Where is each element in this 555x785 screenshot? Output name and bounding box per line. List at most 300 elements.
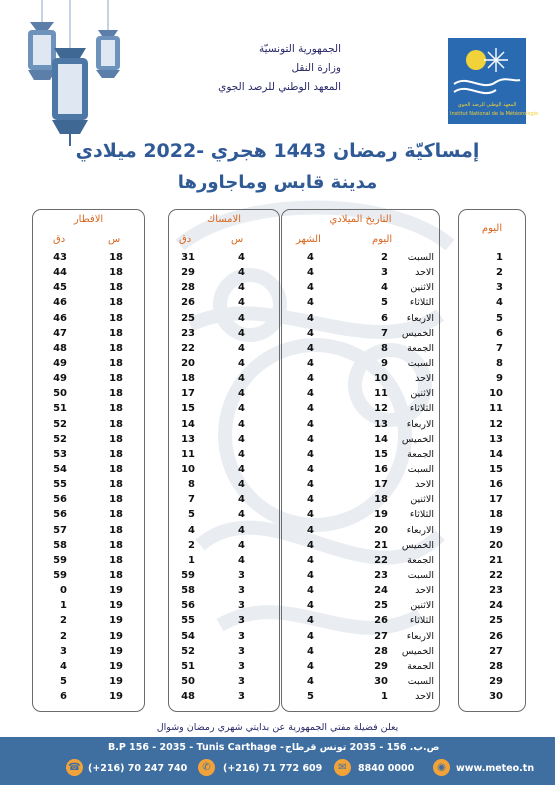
iftar-minutes: 1	[60, 600, 67, 612]
day-number: 5	[496, 312, 503, 324]
imsak-hours: 4	[238, 327, 245, 339]
imsak-hours: 3	[238, 660, 245, 672]
imsak-hours: 4	[238, 494, 245, 506]
iftar-hours: 19	[109, 645, 123, 657]
table-row	[169, 280, 279, 295]
imsak-rows	[169, 250, 279, 704]
table-row	[33, 689, 144, 704]
month-value: 4	[307, 327, 314, 339]
month-value: 4	[307, 675, 314, 687]
imsak-minutes: 23	[181, 327, 195, 339]
imsak-minutes: 48	[181, 691, 195, 703]
table-row	[169, 447, 279, 462]
footer-note: يعلن فضيلة مفتي الجمهورية عن بدايتي شهري رمضان وشوال	[156, 722, 399, 733]
month-value: 4	[307, 388, 314, 400]
website-link[interactable]: www.meteo.tn	[456, 763, 535, 774]
date-value: 2	[381, 252, 388, 263]
day-number: 18	[489, 509, 503, 521]
table-row	[459, 386, 525, 401]
day-number: 10	[489, 388, 503, 400]
month-value: 4	[307, 297, 314, 309]
imsak-hours: 4	[238, 267, 245, 279]
table-row	[459, 598, 525, 613]
table-row	[169, 629, 279, 644]
table-row	[169, 250, 279, 265]
weekday-name: الجمعة	[407, 448, 434, 460]
table-row	[282, 311, 439, 326]
table-row	[33, 371, 144, 386]
imsak-minutes: 52	[181, 645, 195, 657]
table-row	[169, 477, 279, 492]
table-row	[282, 689, 439, 704]
day-number: 1	[496, 252, 503, 263]
imsak-minutes: 56	[181, 600, 195, 612]
table-row	[282, 492, 439, 507]
table-row	[33, 507, 144, 522]
table-row	[282, 538, 439, 553]
day-number-header: اليوم	[481, 223, 503, 234]
iftar-hours: 18	[109, 539, 123, 551]
weekday-name: الخميس	[401, 539, 434, 551]
table-row	[33, 386, 144, 401]
day-number: 20	[489, 539, 503, 551]
table-row	[459, 265, 525, 280]
iftar-hours: 18	[109, 357, 123, 369]
iftar-minutes: 44	[53, 267, 67, 279]
iftar-hours: 18	[109, 282, 123, 294]
imsak-minutes: 2	[188, 539, 195, 551]
iftar-minutes: 46	[53, 297, 67, 309]
table-row	[282, 295, 439, 310]
table-row	[459, 250, 525, 265]
imsak-minutes: 14	[181, 418, 195, 430]
weekday-name: الاثنين	[410, 600, 434, 612]
weekday-name: الاحد	[415, 691, 434, 703]
table-row	[33, 356, 144, 371]
month-value: 4	[307, 448, 314, 460]
address-ar: ص.ب. 156 - 2035 تونس قرطاج	[285, 742, 440, 753]
table-row	[169, 492, 279, 507]
iftar-hours: 18	[109, 569, 123, 581]
imsak-column	[168, 209, 280, 712]
imsak-minutes: 15	[181, 403, 195, 415]
imsak-hours: 4	[238, 252, 245, 263]
imsak-minutes: 22	[181, 342, 195, 354]
fax-icon: ☎	[66, 759, 83, 776]
imsak-hours: 3	[238, 585, 245, 597]
table-row	[33, 523, 144, 538]
table-row	[282, 371, 439, 386]
weekday-name: السبت	[407, 357, 434, 369]
weekday-name: الاحد	[415, 373, 434, 385]
iftar-hours: 19	[109, 630, 123, 642]
date-value: 20	[374, 524, 388, 536]
date-value: 8	[381, 342, 388, 354]
iftar-minutes: 3	[60, 645, 67, 657]
table-row	[33, 583, 144, 598]
weekday-name: السبت	[407, 463, 434, 475]
date-value: 3	[381, 267, 388, 279]
iftar-rows	[33, 250, 144, 704]
table-row	[33, 598, 144, 613]
imsak-minutes: 18	[181, 373, 195, 385]
imsak-minutes: 5	[188, 509, 195, 521]
imsak-hours: 4	[238, 463, 245, 475]
iftar-hours: 19	[109, 600, 123, 612]
table-row	[282, 401, 439, 416]
date-value: 11	[374, 388, 388, 400]
table-row	[282, 477, 439, 492]
table-row	[282, 280, 439, 295]
table-row	[459, 371, 525, 386]
date-value: 24	[374, 585, 388, 597]
iftar-minutes: 45	[53, 282, 67, 294]
table-row	[459, 326, 525, 341]
ministry-label: وزارة النقل	[291, 62, 341, 74]
green-number: 8840 0000	[358, 763, 415, 774]
table-row	[459, 538, 525, 553]
table-row	[282, 326, 439, 341]
imsak-minutes: 8	[188, 479, 195, 491]
date-value: 5	[381, 297, 388, 309]
weekday-name: الاربعاء	[406, 524, 434, 536]
table-row	[169, 644, 279, 659]
month-value: 4	[307, 494, 314, 506]
table-row	[169, 568, 279, 583]
iftar-minutes: 55	[53, 479, 67, 491]
table-row	[33, 401, 144, 416]
iftar-minutes: 58	[53, 539, 67, 551]
day-number: 29	[489, 675, 503, 687]
weekday-name: الاربعاء	[406, 630, 434, 642]
iftar-minutes: 51	[53, 403, 67, 415]
imsak-hours: 3	[238, 645, 245, 657]
table-row	[169, 538, 279, 553]
table-row	[459, 432, 525, 447]
month-value: 4	[307, 554, 314, 566]
weekday-name: الثلاثاء	[409, 297, 434, 309]
table-row	[169, 341, 279, 356]
weekday-name: الاحد	[415, 267, 434, 279]
iftar-hours: 18	[109, 297, 123, 309]
fax-number: (+216) 70 247 740	[88, 763, 188, 774]
date-value: 14	[374, 433, 388, 445]
day-number: 4	[496, 297, 503, 309]
imsak-header: الامساك	[206, 214, 242, 225]
imsak-hours: 4	[238, 312, 245, 324]
month-value: 4	[307, 569, 314, 581]
month-value: 4	[307, 403, 314, 415]
table-row	[33, 432, 144, 447]
iftar-header: الافطار	[73, 214, 104, 225]
month-value: 4	[307, 645, 314, 657]
day-number: 11	[489, 403, 503, 415]
iftar-hours: 18	[109, 554, 123, 566]
month-value: 4	[307, 479, 314, 491]
table-row	[169, 311, 279, 326]
logo-caption-ar: المعهد الوطني للرصد الجوي	[457, 102, 517, 108]
table-row	[33, 250, 144, 265]
weekday-name: السبت	[407, 569, 434, 581]
month-label: الشهر	[296, 234, 321, 245]
iftar-minutes: 57	[53, 524, 67, 536]
date-value: 7	[381, 327, 388, 339]
iftar-minutes-label: دق	[53, 234, 66, 245]
iftar-minutes: 2	[60, 615, 67, 627]
date-value: 15	[374, 448, 388, 460]
table-row	[459, 477, 525, 492]
iftar-hours: 18	[109, 342, 123, 354]
day-number: 2	[496, 267, 503, 279]
table-row	[169, 507, 279, 522]
imsak-minutes: 4	[188, 524, 195, 536]
weekday-name: الاثنين	[410, 282, 434, 294]
table-row	[169, 417, 279, 432]
imsak-minutes: 1	[188, 554, 195, 566]
date-value: 13	[374, 418, 388, 430]
footer-bar	[0, 737, 555, 785]
imsak-minutes: 11	[181, 448, 195, 460]
imsak-hours: 3	[238, 691, 245, 703]
day-number: 8	[496, 357, 503, 369]
table-row	[33, 462, 144, 477]
month-value: 4	[307, 312, 314, 324]
table-row	[282, 644, 439, 659]
weekday-label: اليوم	[372, 234, 393, 245]
table-row	[282, 432, 439, 447]
iftar-minutes: 49	[53, 373, 67, 385]
table-row	[459, 295, 525, 310]
month-value: 4	[307, 463, 314, 475]
date-value: 6	[381, 312, 388, 324]
header-text	[218, 40, 341, 97]
day-number: 21	[489, 554, 503, 566]
imsak-hours: 4	[238, 297, 245, 309]
date-value: 23	[374, 569, 388, 581]
table-row	[459, 492, 525, 507]
weekday-name: الخميس	[401, 433, 434, 445]
iftar-minutes: 52	[53, 418, 67, 430]
imsak-hours: 4	[238, 509, 245, 521]
iftar-minutes: 54	[53, 463, 67, 475]
table-row	[169, 371, 279, 386]
table-row	[169, 401, 279, 416]
table-row	[33, 280, 144, 295]
weekday-name: الاثنين	[410, 388, 434, 400]
imsak-minutes: 13	[181, 433, 195, 445]
address-fr: B.P 156 - 2035 - Tunis Carthage -	[108, 742, 284, 753]
day-number: 13	[489, 433, 503, 445]
imsak-minutes-label: دق	[179, 234, 192, 245]
table-row	[282, 674, 439, 689]
table-row	[459, 401, 525, 416]
whatsapp-icon: ✉	[334, 759, 351, 776]
imsak-hours: 4	[238, 373, 245, 385]
city-title: مدينة قابس وماجاورها	[177, 172, 378, 193]
month-value: 5	[307, 691, 314, 703]
weekday-name: السبت	[407, 252, 434, 263]
day-number: 27	[489, 645, 503, 657]
iftar-hours: 18	[109, 267, 123, 279]
imsak-minutes: 50	[181, 675, 195, 687]
table-row	[459, 613, 525, 628]
date-value: 12	[374, 403, 388, 415]
table-row	[459, 280, 525, 295]
imsak-minutes: 31	[181, 252, 195, 263]
date-value: 28	[374, 645, 388, 657]
iftar-hours: 18	[109, 479, 123, 491]
table-row	[459, 447, 525, 462]
month-value: 4	[307, 585, 314, 597]
day-number: 25	[489, 615, 503, 627]
table-row	[282, 507, 439, 522]
imsak-minutes: 55	[181, 615, 195, 627]
day-number: 15	[489, 463, 503, 475]
table-row	[459, 583, 525, 598]
iftar-minutes: 0	[60, 585, 67, 597]
table-row	[459, 629, 525, 644]
iftar-hours: 19	[109, 691, 123, 703]
table-row	[459, 462, 525, 477]
date-value: 25	[374, 600, 388, 612]
iftar-minutes: 56	[53, 509, 67, 521]
table-row	[33, 568, 144, 583]
imsak-hours: 4	[238, 539, 245, 551]
institute-label: المعهد الوطني للرصد الجوي	[218, 81, 341, 93]
day-number: 14	[489, 448, 503, 460]
institute-logo	[448, 38, 539, 124]
gregorian-column	[281, 209, 440, 712]
table-row	[169, 674, 279, 689]
weekday-name: الثلاثاء	[409, 615, 434, 627]
table-row	[33, 492, 144, 507]
table-row	[459, 674, 525, 689]
date-value: 17	[374, 479, 388, 491]
iftar-minutes: 59	[53, 554, 67, 566]
table-row	[33, 613, 144, 628]
table-row	[169, 356, 279, 371]
iftar-minutes: 59	[53, 569, 67, 581]
iftar-hours: 19	[109, 660, 123, 672]
imsak-minutes: 10	[181, 463, 195, 475]
month-value: 4	[307, 342, 314, 354]
table-row	[459, 568, 525, 583]
table-row	[282, 583, 439, 598]
day-number: 24	[489, 600, 503, 612]
day-number: 6	[496, 327, 503, 339]
imsak-hours: 4	[238, 418, 245, 430]
imsak-hours: 4	[238, 282, 245, 294]
imsak-hours: 4	[238, 388, 245, 400]
iftar-minutes: 47	[53, 327, 67, 339]
weekday-name: الاربعاء	[406, 418, 434, 430]
iftar-hours: 18	[109, 388, 123, 400]
iftar-hours: 18	[109, 448, 123, 460]
table-row	[169, 613, 279, 628]
table-row	[459, 689, 525, 704]
globe-icon: ◉	[433, 759, 450, 776]
day-number: 7	[496, 342, 503, 354]
date-value: 4	[381, 282, 388, 294]
table-row	[282, 613, 439, 628]
iftar-hours: 18	[109, 418, 123, 430]
day-number: 3	[496, 282, 503, 294]
table-row	[459, 341, 525, 356]
month-value: 4	[307, 615, 314, 627]
iftar-hours: 18	[109, 373, 123, 385]
month-value: 4	[307, 418, 314, 430]
imsak-hours: 4	[238, 524, 245, 536]
day-number: 12	[489, 418, 503, 430]
phone-number: (+216) 71 772 609	[223, 763, 323, 774]
day-number: 26	[489, 630, 503, 642]
imsak-hours: 3	[238, 569, 245, 581]
table-row	[33, 311, 144, 326]
table-row	[459, 507, 525, 522]
iftar-hours: 18	[109, 524, 123, 536]
month-value: 4	[307, 252, 314, 263]
table-row	[282, 462, 439, 477]
table-row	[282, 386, 439, 401]
table-row	[169, 583, 279, 598]
imsak-minutes: 25	[181, 312, 195, 324]
imsak-minutes: 17	[181, 388, 195, 400]
month-value: 4	[307, 433, 314, 445]
day-number-column	[458, 209, 526, 712]
imsak-hours: 3	[238, 600, 245, 612]
weekday-name: الاحد	[415, 479, 434, 491]
weekday-name: الاربعاء	[406, 312, 434, 324]
date-value: 26	[374, 615, 388, 627]
day-number: 9	[496, 373, 503, 385]
month-value: 4	[307, 267, 314, 279]
table-row	[282, 523, 439, 538]
table-row	[282, 598, 439, 613]
weekday-name: السبت	[407, 675, 434, 687]
logo-caption-fr: Institut National de la Météorologie	[450, 111, 539, 117]
iftar-hours: 19	[109, 585, 123, 597]
month-value: 4	[307, 373, 314, 385]
table-row	[282, 250, 439, 265]
table-row	[282, 417, 439, 432]
weekday-name: الثلاثاء	[409, 509, 434, 521]
iftar-hours: 19	[109, 615, 123, 627]
day-number: 28	[489, 660, 503, 672]
weekday-name: الاحد	[415, 585, 434, 597]
table-row	[459, 644, 525, 659]
table-row	[282, 341, 439, 356]
iftar-minutes: 50	[53, 388, 67, 400]
imsak-minutes: 20	[181, 357, 195, 369]
month-value: 4	[307, 630, 314, 642]
iftar-minutes: 49	[53, 357, 67, 369]
iftar-hours: 18	[109, 463, 123, 475]
month-value: 4	[307, 539, 314, 551]
table-row	[33, 477, 144, 492]
imsak-hours: 4	[238, 403, 245, 415]
page-title: إمساكيّة رمضان 1443 هجري -2022 ميلادي	[75, 140, 480, 162]
table-row	[33, 417, 144, 432]
imsak-minutes: 54	[181, 630, 195, 642]
table-row	[169, 432, 279, 447]
imsak-hours: 4	[238, 357, 245, 369]
gregorian-header: التاريخ الميلادي	[329, 214, 392, 225]
imsak-minutes: 28	[181, 282, 195, 294]
table-row	[33, 538, 144, 553]
table-row	[33, 644, 144, 659]
day-number: 23	[489, 585, 503, 597]
date-value: 22	[374, 554, 388, 566]
